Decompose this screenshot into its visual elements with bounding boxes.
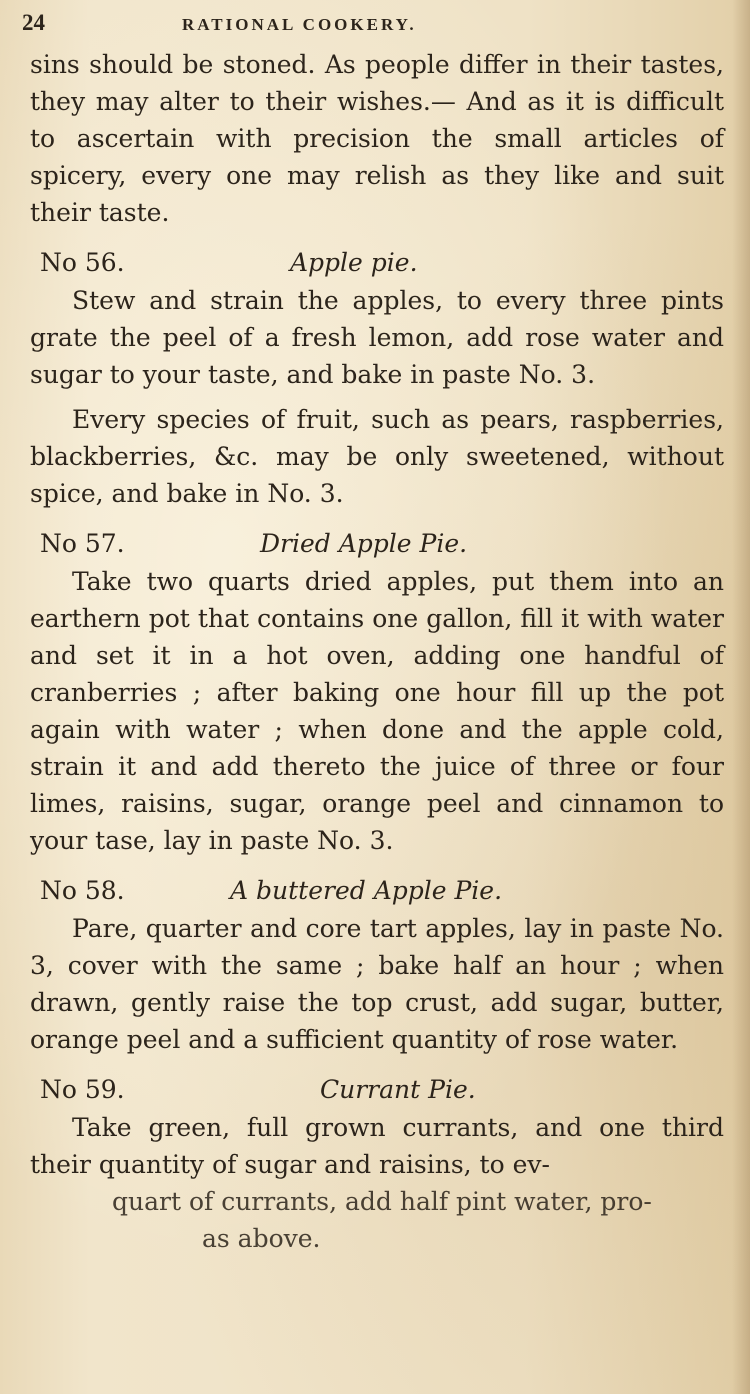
recipe-paragraph: Every species of fruit, such as pears, raspberries, blackberries, &c. may be only sweetened, without spice, and bake in No. 3. xyxy=(30,405,724,508)
recipe-heading-56 xyxy=(30,243,724,282)
page-header xyxy=(22,10,724,46)
page-number: 24 xyxy=(22,10,45,35)
recipe-title: A buttered Apple Pie. xyxy=(230,876,503,905)
recipe-paragraph: Pare, quarter and core tart apples, lay in paste No. 3, cover with the same ; bake half an hour ; when drawn, gently raise the top crust, add sugar, butter, orange peel and a sufficient quantity of rose water. xyxy=(30,914,724,1054)
recipe-heading-59 xyxy=(30,1070,724,1109)
recipe-title: Dried Apple Pie. xyxy=(260,529,468,558)
running-title: RATIONAL COOKERY. xyxy=(182,15,417,34)
recipe-heading-57 xyxy=(30,524,724,563)
recipe-number: No 58. xyxy=(40,876,125,905)
recipe-heading-58 xyxy=(30,871,724,910)
recipe-paragraph: Take green, full grown currants, and one third their quantity of sugar and raisins, to ev- xyxy=(30,1113,724,1179)
recipe-number: No 59. xyxy=(40,1075,125,1104)
recipe-paragraph: Take two quarts dried apples, put them into an earthern pot that contains one gallon, fill it with water and set it in a hot oven, adding one handful of cranberries ; after baking one hour fill up the pot again with water ; when done and the apple cold, strain it and add thereto the juice of three or four limes, raisins, sugar, orange peel and cinnamon to your tase, lay in paste No. 3. xyxy=(30,567,724,855)
recipe-title: Apple pie. xyxy=(290,248,418,277)
page-body xyxy=(22,46,724,1257)
recipe-number: No 56. xyxy=(40,248,125,277)
recipe-paragraph-torn: as above. xyxy=(202,1224,321,1253)
recipe-title: Currant Pie. xyxy=(320,1075,476,1104)
recipe-paragraph-torn: quart of currants, add half pint water, pro- xyxy=(112,1187,652,1216)
recipe-number: No 57. xyxy=(40,529,125,558)
page-spine-shadow xyxy=(732,0,750,1394)
continuation-paragraph: sins should be stoned. As people differ in their tastes, they may alter to their wishes.— And as it is difficult to ascertain with precision the small articles of spicery, every one may relish as they like and suit their taste. xyxy=(30,50,724,227)
recipe-paragraph: Stew and strain the apples, to every three pints grate the peel of a fresh lemon, add rose water and sugar to your taste, and bake in paste No. 3. xyxy=(30,286,724,389)
